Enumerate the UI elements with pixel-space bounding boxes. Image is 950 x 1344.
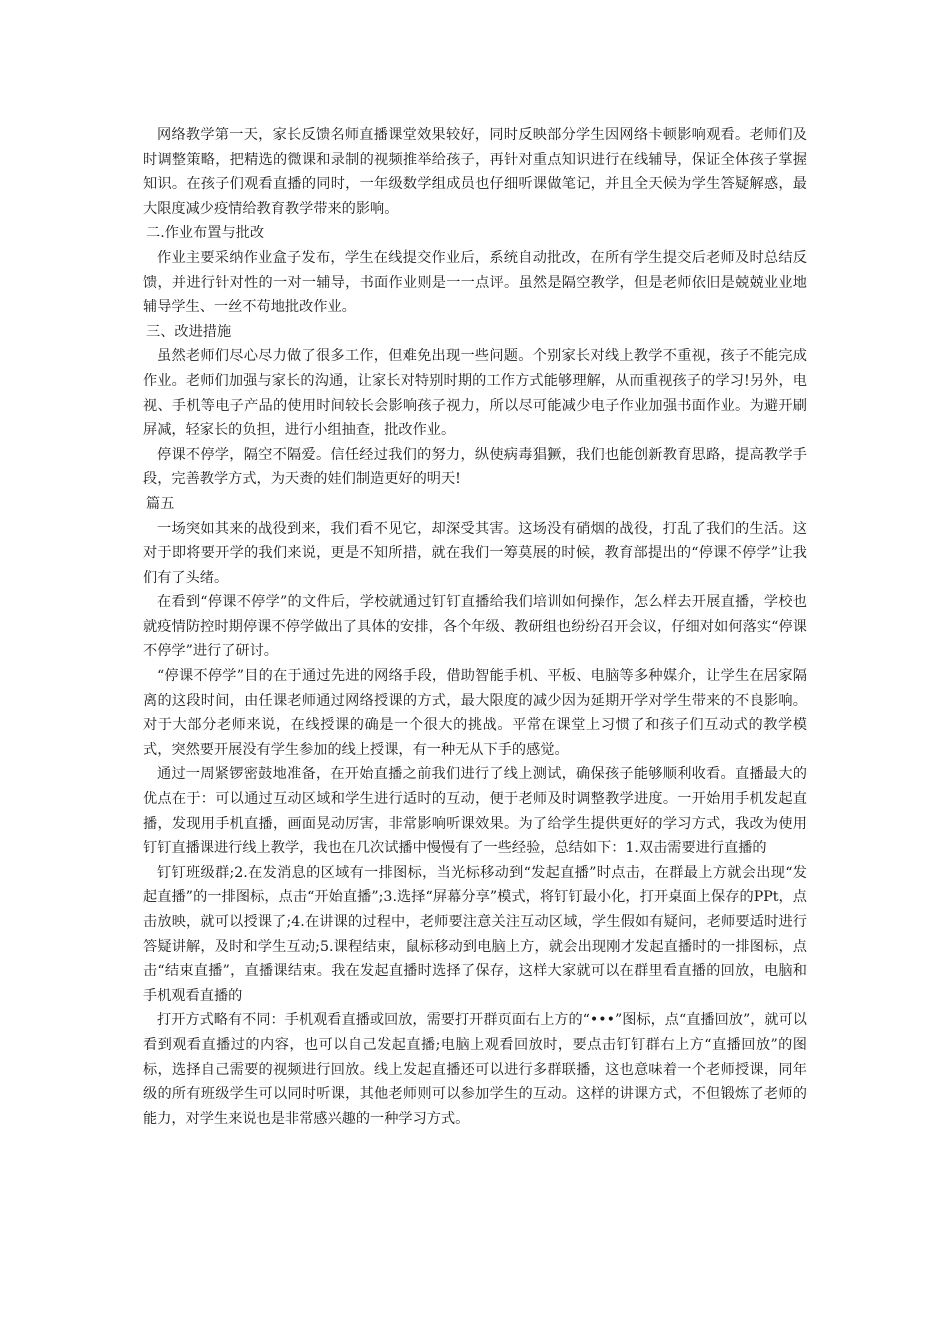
document-page [143,123,807,1131]
paragraph: 虽然老师们尽心尽力做了很多工作，但难免出现一些问题。个别家长对线上教学不重视，孩子不能完成作业。老师们加强与家长的沟通，让家长对特别时期的工作方式能够理解，从而重视孩子的学习!另外，电视、手机等电子产品的使用时间较长会影响孩子视力，所以尽可能减少电子作业加强书面作业。为避开刷屏减，轻家长的负担，进行小组抽查，批改作业。 [143,348,807,439]
section-heading: 二.作业布置与批改 [146,225,265,242]
paragraph: 作业主要采纳作业盒子发布，学生在线提交作业后，系统自动批改，在所有学生提交后老师及时总结反馈，并进行针对性的一对一辅导，书面作业则是一一点评。虽然是隔空教学，但是老师依旧是兢兢业业地辅导学生、一丝不苟地批改作业。 [143,249,807,316]
paragraph: “停课不停学”目的在于通过先进的网络手段，借助智能手机、平板、电脑等多种媒介，让学生在居家隔离的这段时间，由任课老师通过网络授课的方式，最大限度的减少因为延期开学对学生带来的不良影响。对于大部分老师来说，在线授课的确是一个很大的挑战。平常在课堂上习惯了和孩子们互动式的教学模式，突然要开展没有学生参加的线上授课，有一种无从下手的感觉。 [143,668,807,758]
paragraph: 网络教学第一天，家长反馈名师直播课堂效果较好，同时反映部分学生因网络卡顿影响观看。老师们及时调整策略，把精选的微课和录制的视频推举给孩子，再针对重点知识进行在线辅导，保证全体孩子掌握知识。在孩子们观看直播的同时，一年级数学组成员也仔细听课做笔记，并且全天候为学生答疑解惑，最大限度减少疫情给教育教学带来的影响。 [143,127,807,217]
section-heading: 篇五 [146,495,175,512]
paragraph: 钉钉班级群;2.在发消息的区域有一排图标，当光标移动到“发起直播”时点击，在群最上方就会出现“发起直播”的一排图标，点击“开始直播”;3.选择“屏幕分享”模式，将钉钉最小化，打开桌面上保存的PPt，点击放映，就可以授课了;4.在讲课的过程中，老师要注意关注互动区域，学生假如有疑问，老师要适时进行答疑讲解，及时和学生互动;5.课程结束，鼠标移动到电脑上方，就会出现刚才发起直播时的一排图标，点击“结束直播”，直播课结束。我在发起直播时选择了保存，这样大家就可以在群里看直播的回放，电脑和手机观看直播的 [143,864,807,1004]
paragraph: 停课不停学，隔空不隔爱。信任经过我们的努力，纵使病毒猖獗，我们也能创新教育思路，提高教学手段，完善教学方式，为天赉的娃们制造更好的明天! [143,446,807,488]
paragraph: 通过一周紧锣密鼓地准备，在开始直播之前我们进行了线上测试，确保孩子能够顺利收看。直播最大的优点在于：可以通过互动区域和学生进行适时的互动，便于老师及时调整教学进度。一开始用手机发起直播，发现用手机直播，画面晃动厉害，非常影响听课效果。为了给学生提供更好的学习方式，我改为使用钉钉直播课进行线上教学，我也在几次试播中慢慢有了一些经验，总结如下：1.双击需要进行直播的 [143,766,807,857]
paragraph: 打开方式略有不同：手机观看直播或回放，需要打开群页面右上方的“•••”图标，点“直播回放”，就可以看到观看直播过的内容，也可以自己发起直播;电脑上观看回放时，要点击钉钉群右上方“直播回放”的图标，选择自己需要的视频进行回放。线上发起直播还可以进行多群联播，这也意味着一个老师授课，同年级的所有班级学生可以同时听课，其他老师则可以参加学生的互动。这样的讲课方式，不但锻炼了老师的能力，对学生来说也是非常感兴趣的一种学习方式。 [143,1012,807,1127]
section-heading: 三、改进措施 [146,323,232,340]
paragraph: 一场突如其来的战役到来，我们看不见它，却深受其害。这场没有硝烟的战役，打乱了我们的生活。这对于即将要开学的我们来说，更是不知所措，就在我们一筹莫展的时候，教育部提出的“停课不停学”让我们有了头绪。 [143,520,807,586]
paragraph: 在看到“停课不停学”的文件后，学校就通过钉钉直播给我们培训如何操作，怎么样去开展直播，学校也就疫情防控时期停课不停学做出了具体的安排，各个年级、教研组也纷纷召开会议，仔细对如何落实“停课不停学”进行了研讨。 [143,594,807,660]
